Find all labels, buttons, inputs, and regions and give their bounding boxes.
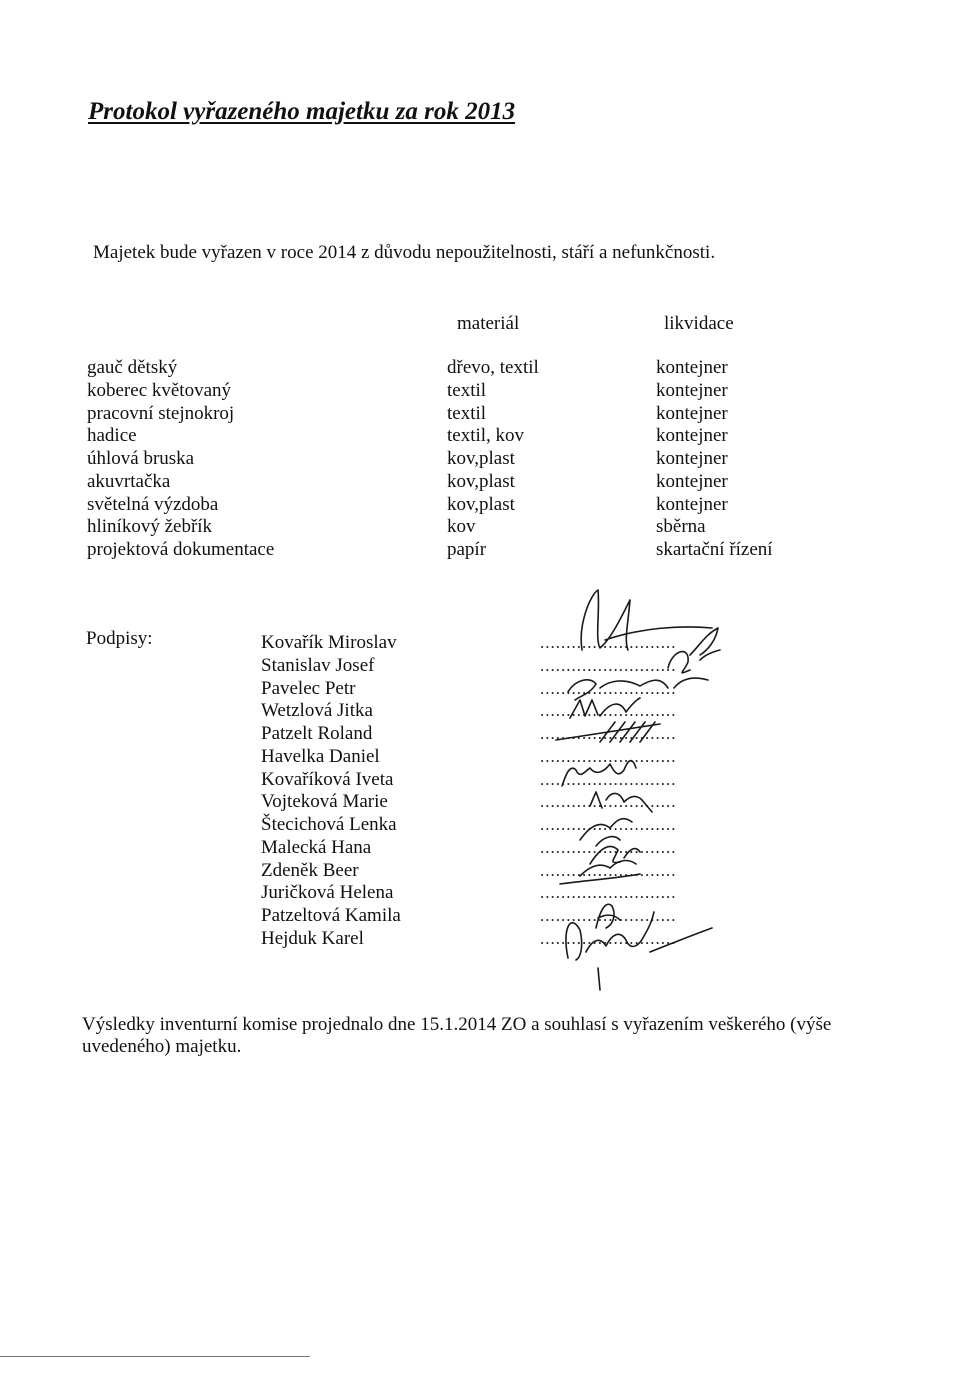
signer-name: Patzeltová Kamila: [261, 905, 401, 926]
item-disposal: kontejner: [656, 493, 728, 515]
signatures-label: Podpisy:: [86, 628, 153, 649]
item-material: textil: [447, 379, 487, 401]
closing-paragraph: Výsledky inventurní komise projednalo dne 15.1.2014 ZO a souhlasí s vyřazením veškerého (výše uvedeného) majetku.: [82, 1014, 832, 1057]
signature-line: ..........................: [540, 883, 677, 903]
signature-line: ..........................: [540, 678, 677, 698]
intro-paragraph: Majetek bude vyřazen v roce 2014 z důvodu nepoužitelnosti, stáří a nefunkčnosti.: [93, 242, 716, 263]
scan-edge-line: [0, 1356, 310, 1357]
table-row: [0, 357, 960, 380]
table-row: [0, 425, 960, 448]
table-row: [0, 448, 960, 471]
header-disposal: likvidace: [664, 313, 734, 334]
item-disposal: kontejner: [656, 448, 728, 469]
signer-name: Kovařík Miroslav: [261, 632, 397, 653]
table-row: [0, 539, 960, 562]
table-row: [0, 403, 960, 426]
signature-line: ..........................: [540, 769, 677, 789]
item-material: papír: [447, 539, 487, 560]
item-disposal: kontejner: [656, 379, 728, 401]
signer-list: [261, 632, 401, 951]
item-name: projektová dokumentace: [87, 539, 275, 560]
signer-name: Pavelec Petr: [261, 677, 356, 699]
item-name: hadice: [87, 425, 137, 447]
item-name: akuvrtačka: [87, 470, 171, 492]
signer-name: Patzelt Roland: [261, 723, 373, 744]
signature-lines: [540, 632, 677, 951]
signature-line: ..........................: [540, 701, 677, 721]
signer-name: Štecichová Lenka: [261, 814, 397, 835]
item-material: kov,plast: [447, 448, 515, 469]
items-table: [0, 357, 960, 562]
item-disposal: kontejner: [656, 402, 728, 424]
table-row: [0, 494, 960, 517]
table-row: [0, 516, 960, 539]
item-material: kov,plast: [447, 470, 515, 492]
item-name: úhlová bruska: [87, 448, 195, 469]
table-row: [0, 471, 960, 494]
signature-line: ..........................: [540, 655, 677, 675]
signer-name: Malecká Hana: [261, 836, 372, 858]
item-material: textil, kov: [447, 425, 525, 447]
item-disposal: kontejner: [656, 425, 728, 447]
signature-line: ..........................: [540, 746, 677, 766]
signature-line: ..........................: [540, 837, 677, 857]
signature-line: ..........................: [540, 860, 677, 880]
item-material: kov: [447, 516, 476, 538]
item-name: koberec květovaný: [87, 379, 232, 401]
item-name: hliníkový žebřík: [87, 516, 213, 538]
signer-name: Juričková Helena: [261, 882, 394, 904]
item-material: dřevo, textil: [447, 357, 539, 378]
item-name: světelná výzdoba: [87, 493, 219, 515]
signer-name: Hejduk Karel: [261, 927, 364, 949]
signature-line: ..........................: [540, 792, 677, 812]
item-material: textil: [447, 402, 487, 424]
signer-name: Zdeněk Beer: [261, 859, 359, 881]
signer-name: Wetzlová Jitka: [261, 700, 373, 722]
header-material: materiál: [457, 313, 520, 334]
item-material: kov,plast: [447, 493, 515, 515]
item-name: gauč dětský: [87, 357, 178, 378]
document-title: Protokol vyřazeného majetku za rok 2013: [88, 98, 516, 125]
item-disposal: kontejner: [656, 470, 728, 492]
signature-line: ..........................: [540, 815, 677, 834]
signature-line: ..........................: [540, 633, 677, 652]
item-disposal: kontejner: [656, 357, 728, 378]
item-disposal: sběrna: [656, 516, 706, 538]
item-disposal: skartační řízení: [656, 539, 773, 560]
signer-name: Kovaříková Iveta: [261, 768, 394, 790]
item-name: pracovní stejnokroj: [87, 402, 235, 424]
table-row: [0, 380, 960, 403]
signature-line: ..........................: [540, 724, 677, 743]
signer-name: Havelka Daniel: [261, 745, 380, 767]
signature-line: ..........................: [540, 928, 677, 948]
signer-name: Vojteková Marie: [261, 791, 388, 813]
signer-name: Stanislav Josef: [261, 654, 375, 676]
signature-line: ..........................: [540, 906, 677, 925]
